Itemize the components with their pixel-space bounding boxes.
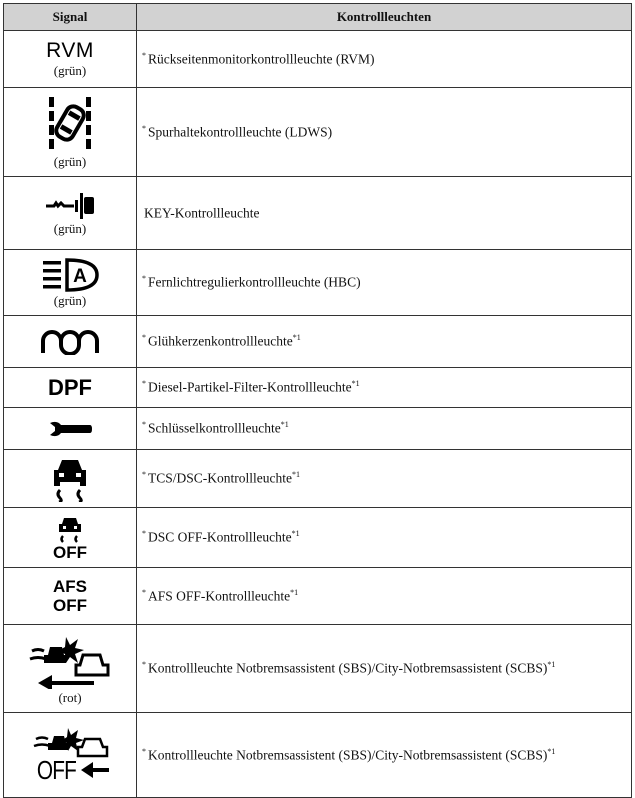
collision-brake-icon [28, 633, 112, 689]
footnote: *1 [547, 660, 556, 670]
indicator-table [3, 3, 632, 798]
asterisk: * [142, 50, 146, 60]
key-icon [44, 190, 96, 220]
asterisk: * [142, 420, 146, 430]
table-row [4, 713, 632, 798]
off-text-icon: OFF [53, 542, 87, 562]
afs-text-icon: AFS [53, 577, 87, 596]
glow-plug-icon [39, 329, 101, 355]
indicator-label: KEY-Kontrollleuchte [144, 205, 260, 221]
indicator-label: Glühkerzenkontrollleuchte [148, 333, 293, 349]
asterisk: * [142, 123, 146, 133]
afs-off-text-icon: OFF [53, 596, 87, 615]
off-text-icon: OFF [36, 755, 76, 785]
table-row [4, 250, 632, 316]
indicator-label: DSC OFF-Kontrollleuchte [148, 529, 292, 545]
header-signal: Signal [4, 4, 137, 31]
high-beam-auto-icon [41, 258, 99, 292]
table-row [4, 408, 632, 450]
footnote: *1 [292, 470, 300, 480]
indicator-label: Schlüsselkontrollleuchte [148, 420, 281, 436]
asterisk: * [142, 274, 146, 284]
color-label: (grün) [53, 154, 87, 169]
table-row [4, 31, 632, 88]
indicator-label: Kontrollleuchte Notbremsassistent (SBS)/City-Notbremsassistent (SCBS) [148, 747, 548, 763]
table-row [4, 177, 632, 250]
rvm-text-icon: RVM [46, 39, 94, 62]
table-row [4, 450, 632, 508]
dpf-text-icon: DPF [48, 374, 92, 400]
footnote: *1 [280, 420, 289, 430]
asterisk: * [142, 379, 146, 389]
table-row [4, 625, 632, 713]
indicator-label: Spurhaltekontrollleuchte (LDWS) [148, 124, 333, 140]
asterisk: * [142, 529, 146, 539]
header-row [4, 4, 632, 31]
footnote: *1 [291, 529, 300, 539]
table-row [4, 88, 632, 177]
svg-text:A: A [73, 265, 87, 287]
table-row [4, 316, 632, 368]
asterisk: * [142, 660, 146, 670]
color-label: (grün) [53, 292, 87, 308]
indicator-label: Fernlichtregulierkontrollleuchte (HBC) [148, 274, 361, 290]
indicator-label: Diesel-Partikel-Filter-Kontrollleuchte [148, 379, 352, 395]
table-row [4, 508, 632, 568]
asterisk: * [142, 746, 146, 756]
footnote: *1 [292, 333, 301, 343]
arrow-left-icon [81, 761, 109, 779]
lane-departure-icon [48, 95, 92, 153]
asterisk: * [142, 587, 146, 597]
skidding-car-off-icon [49, 515, 91, 545]
indicator-label: Kontrollleuchte Notbremsassistent (SBS)/City-Notbremsassistent (SCBS) [148, 660, 548, 676]
header-kontrollleuchten: Kontrollleuchten [137, 4, 632, 31]
table-row [4, 368, 632, 408]
skidding-car-icon [50, 456, 90, 502]
asterisk: * [142, 333, 146, 343]
color-label: (rot) [58, 689, 82, 705]
indicator-label: AFS OFF-Kontrollleuchte [148, 588, 291, 604]
color-label: (grün) [53, 63, 87, 78]
color-label: (grün) [53, 221, 87, 236]
asterisk: * [142, 470, 146, 480]
indicator-label: Rückseitenmonitorkontrollleuchte (RVM) [148, 51, 375, 67]
wrench-icon [47, 418, 93, 440]
footnote: *1 [351, 379, 360, 389]
footnote: *1 [290, 587, 299, 597]
indicator-label: TCS/DSC-Kontrollleuchte [148, 470, 292, 486]
footnote: *1 [547, 746, 556, 756]
table-row [4, 568, 632, 625]
